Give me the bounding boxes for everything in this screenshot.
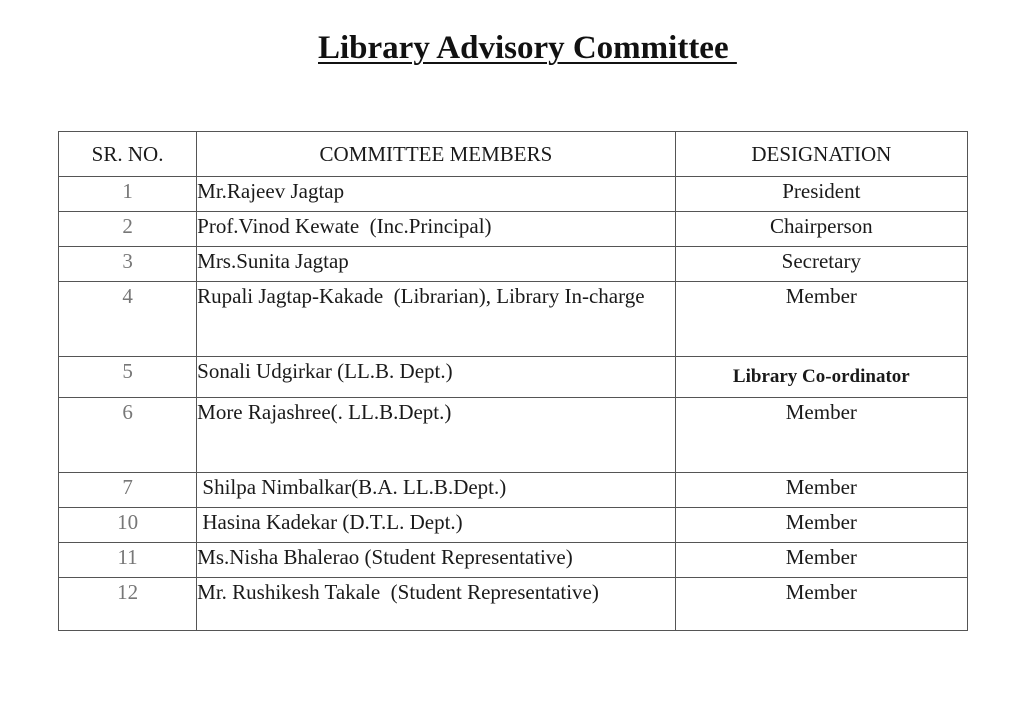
sr-no-cell: 5 xyxy=(59,357,197,398)
designation-cell: Member xyxy=(675,543,967,578)
table-row xyxy=(59,398,968,473)
table-row xyxy=(59,473,968,508)
table-row xyxy=(59,578,968,631)
member-cell: Prof.Vinod Kewate (Inc.Principal) xyxy=(197,212,676,247)
table-header-row xyxy=(59,132,968,177)
designation-cell: Member xyxy=(675,473,967,508)
designation-cell: Member xyxy=(675,398,967,473)
header-committee-members: COMMITTEE MEMBERS xyxy=(197,132,676,177)
table-row xyxy=(59,247,968,282)
table-row xyxy=(59,357,968,398)
committee-table xyxy=(58,131,968,631)
sr-no-cell: 3 xyxy=(59,247,197,282)
sr-no-cell: 10 xyxy=(59,508,197,543)
member-cell: More Rajashree(. LL.B.Dept.) xyxy=(197,398,676,473)
designation-cell: Member xyxy=(675,282,967,357)
designation-cell: Secretary xyxy=(675,247,967,282)
sr-no-cell: 7 xyxy=(59,473,197,508)
member-cell: Ms.Nisha Bhalerao (Student Representative) xyxy=(197,543,676,578)
header-designation: DESIGNATION xyxy=(675,132,967,177)
table-row xyxy=(59,177,968,212)
header-sr-no: SR. NO. xyxy=(59,132,197,177)
member-cell: Hasina Kadekar (D.T.L. Dept.) xyxy=(197,508,676,543)
member-cell: Mrs.Sunita Jagtap xyxy=(197,247,676,282)
designation-cell: Member xyxy=(675,508,967,543)
member-cell: Shilpa Nimbalkar(B.A. LL.B.Dept.) xyxy=(197,473,676,508)
sr-no-cell: 4 xyxy=(59,282,197,357)
designation-cell: Library Co-ordinator xyxy=(675,357,967,398)
table-row xyxy=(59,543,968,578)
sr-no-cell: 1 xyxy=(59,177,197,212)
member-cell: Rupali Jagtap-Kakade (Librarian), Library In-charge xyxy=(197,282,676,357)
table-row xyxy=(59,212,968,247)
sr-no-cell: 11 xyxy=(59,543,197,578)
sr-no-cell: 2 xyxy=(59,212,197,247)
member-cell: Mr.Rajeev Jagtap xyxy=(197,177,676,212)
table-row xyxy=(59,282,968,357)
sr-no-cell: 12 xyxy=(59,578,197,631)
page-title: Library Advisory Committee xyxy=(318,30,737,66)
sr-no-cell: 6 xyxy=(59,398,197,473)
member-cell: Mr. Rushikesh Takale (Student Representative) xyxy=(197,578,676,631)
designation-cell: Chairperson xyxy=(675,212,967,247)
designation-cell: President xyxy=(675,177,967,212)
table-row xyxy=(59,508,968,543)
member-cell: Sonali Udgirkar (LL.B. Dept.) xyxy=(197,357,676,398)
designation-cell: Member xyxy=(675,578,967,631)
